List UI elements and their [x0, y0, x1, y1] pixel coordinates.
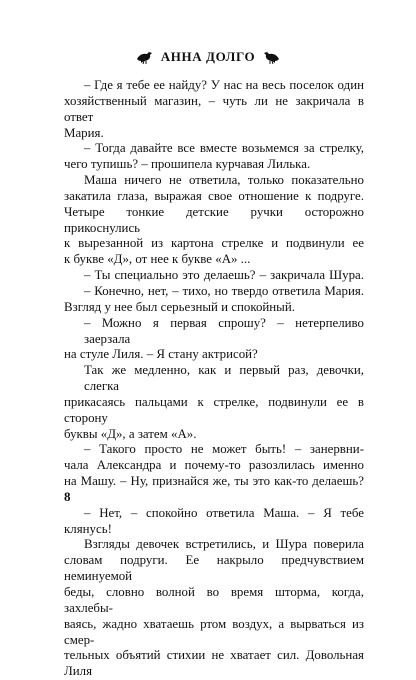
- text-line: чала Александра и почему-то разозлилась именно: [64, 458, 364, 473]
- text-line: закатила глаза, выражая свое отношение к подруге.: [64, 188, 364, 203]
- text-line: хозяйственный магазин, – чуть ли не закричала в ответ: [64, 93, 364, 124]
- text-line: на Машу. – Ну, признайся же, ты это как-то делаешь?: [64, 474, 364, 489]
- text-line: буквы «Д», а затем «А».: [64, 426, 197, 441]
- text-line: [64, 490, 364, 506]
- text-line: Так же медленно, как и первый раз, девочки, слегка: [84, 363, 364, 394]
- body-text: [64, 78, 364, 680]
- text-line: Маша ничего не ответила, только показательно: [84, 173, 364, 188]
- text-line: к букве «Д», от нее к букве «А» ...: [64, 252, 251, 267]
- text-line: Взгляды девочек встретились, и Шура поверила: [84, 537, 364, 552]
- text-line: – Где я тебе ее найду? У нас на весь поселок один: [84, 78, 364, 92]
- text-line: Мария.: [64, 125, 104, 140]
- text-line: ваясь, жадно хватаешь ртом воздух, а вырваться из смер-: [64, 616, 364, 647]
- page-number: 8: [64, 489, 71, 504]
- text-line: – Тогда давайте все вместе возьмемся за стрелку,: [84, 141, 364, 156]
- text-line: Четыре тонкие детские ручки осторожно прикоснулись: [64, 204, 364, 235]
- raven-icon: [135, 50, 153, 64]
- raven-icon: [263, 50, 281, 64]
- running-header: [0, 45, 416, 69]
- text-line: – Можно я первая спрошу? – нетерпеливо заерзала: [84, 315, 364, 346]
- text-line: клянусь!: [64, 521, 112, 536]
- text-line: словам подруги. Ее накрыло предчувствием неминуемой: [64, 553, 364, 584]
- text-line: чего тупишь? – прошипела курчавая Лилька.: [64, 157, 311, 172]
- text-line: – Ты специально это делаешь? – закричала Шура.: [84, 268, 364, 283]
- text-line: Взгляд у нее был серьезный и спокойный.: [64, 299, 295, 314]
- header-title: АННА ДОЛГО: [160, 49, 256, 64]
- text-line: – Конечно, нет, – тихо, но твердо ответила Мария.: [84, 283, 364, 298]
- text-line: на стуле Лиля. – Я стану актрисой?: [64, 347, 258, 362]
- text-line: беды, словно волной во время шторма, когда, захлебы-: [64, 585, 364, 615]
- text-line: – Такого просто не может быть! – занервни-: [84, 442, 364, 457]
- text-line: – Нет, – спокойно ответила Маша. – Я тебе: [84, 505, 364, 520]
- text-line: прикасаясь пальцами к стрелке, подвинули ее в сторону: [64, 394, 364, 425]
- text-line: тельных объятий стихии не хватает сил. Довольная Лиля: [64, 648, 364, 679]
- text-line: к вырезанной из картона стрелке и подвинули ее: [64, 236, 364, 251]
